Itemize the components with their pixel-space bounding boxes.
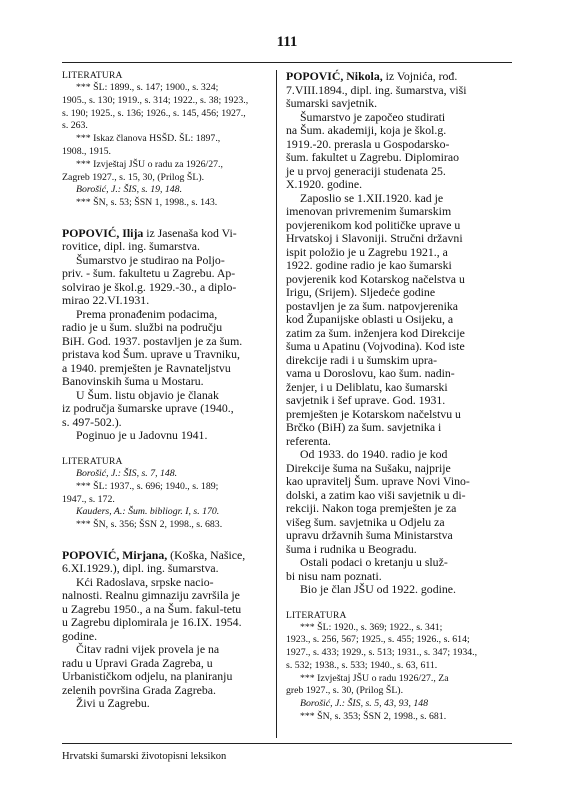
entry-line: na Šum. akademiji, koja je škol.g.	[286, 123, 447, 137]
ref-line: s. 263.	[62, 120, 88, 132]
entry-line: povjerenikom kod političke uprave u	[286, 217, 461, 232]
footer-title: Hrvatski šumarski životopisni leksikon	[62, 751, 227, 762]
entry-line: rekciji. Nakon toga premješten je za	[286, 501, 457, 515]
entry-line: zatim za šum. inženjera kod Direkcije	[286, 325, 465, 340]
entry-line: rovitice, dipl. ing. šumarstva.	[62, 239, 200, 254]
entry-line: Čitav radni vijek provela je na	[76, 642, 220, 657]
entry-line: Brčko (BiH) za šum. savjetnika i	[286, 420, 442, 434]
references-2	[62, 468, 278, 532]
entry-name: POPOVIĆ, Nikola,	[286, 69, 383, 83]
entry-line: šuma u Apatinu (Vojvodina). Kod iste	[286, 339, 465, 353]
ref-line: Zagreb 1927., s. 15, 30, (Prilog ŠL).	[62, 171, 205, 183]
ref-line: *** ŠL: 1937., s. 696; 1940., s. 189;	[76, 480, 219, 492]
entry-line: 1922. godine radio je kao šumarski	[286, 258, 452, 272]
entry-line: solvirao je škol.g. 1929.-30., a diplo-	[62, 279, 237, 294]
references-3	[286, 622, 511, 724]
entry-line: ispit položio je u Zagrebu 1921., a	[286, 244, 448, 259]
ref-line: s. 532; 1938., s. 533; 1940., s. 63, 611.	[286, 659, 438, 671]
entry-line: BiH. God. 1937. postavljen je za šum.	[62, 333, 243, 348]
entry-line: postavljen je za šum. natpovjerenika	[286, 298, 458, 313]
entry-line: Banovinskih šuma u Mostaru.	[62, 374, 204, 389]
entry-line: (Koška, Našice,	[167, 547, 246, 562]
entry-line: je u prvoj generaciji studenata 25.	[286, 163, 446, 178]
ref-line: *** Izvještaj JŠU o radu 1926/27., Za	[300, 672, 449, 684]
ref-line: Borošić, J.: ŠIS, s. 5, 43, 93, 148	[300, 698, 429, 710]
entry-line: imenovan privremenim šumarskim	[286, 204, 452, 218]
entry-line: šum. fakultet u Zagrebu. Diplomirao	[286, 150, 459, 164]
ref-line: *** ŠL: 1920., s. 369; 1922., s. 341;	[300, 621, 443, 633]
entry-line: pristava kod Šum. uprave u Travniku,	[62, 347, 240, 362]
entry-line: vama u Doroslovu, kao šum. nadin-	[286, 366, 455, 380]
left-column	[62, 70, 278, 711]
ref-line: s. 190; 1925., s. 136; 1926., s. 145, 456; 1927.,	[62, 107, 246, 119]
entry-line: bi nisu nam poznati.	[286, 568, 382, 583]
entry-line: iz Vojnića, rođ.	[382, 69, 458, 83]
entry-line: u Zagrebu diplomirala je 16.IX. 1954.	[62, 615, 242, 630]
entry-line: 7.VIII.1894., dipl. ing. šumarstva, viši	[286, 82, 467, 97]
entry-line: referenta.	[286, 433, 331, 448]
ref-line: *** ŠN, s. 356; ŠSN 2, 1998., s. 683.	[76, 519, 223, 531]
entry-line: kao upravitelj Šum. uprave Novi Vino-	[286, 474, 470, 488]
ref-line: 1947., s. 172.	[62, 493, 115, 505]
entry-line: Od 1933. do 1940. radio je kod	[300, 447, 448, 461]
ref-line: 1908., 1915.	[62, 145, 111, 157]
entry-nikola	[286, 70, 511, 597]
page-number: 111	[276, 34, 298, 50]
entry-line: povjerenik kod Kotarskog načelstva u	[286, 271, 465, 286]
entry-line: šumarski savjetnik.	[286, 96, 378, 110]
ref-line: 1905., s. 130; 1919., s. 314; 1922., s. 38; 1923.,	[62, 94, 249, 106]
entry-line: Prema pronađenim podacima,	[76, 306, 218, 321]
ref-line: *** Izvještaj JŠU o radu za 1926/27.,	[76, 158, 223, 170]
ref-line: Borošić, J.: ŠIS, s. 19, 148.	[76, 184, 183, 196]
entry-line: Kći Radoslava, srpske nacio-	[76, 574, 214, 589]
entry-line: nalnosti. Realnu gimnaziju završila je	[62, 588, 240, 603]
entry-line: s. 497-502.).	[62, 414, 122, 429]
entry-line: Ostali podaci o kretanju u služ-	[300, 555, 448, 569]
ref-line: 1923., s. 256, 567; 1925., s. 455; 1926., s. 614;	[286, 634, 470, 646]
entry-line: 6.XI.1929.), dipl. ing. šumarstva.	[62, 561, 219, 576]
header-rule	[62, 62, 512, 63]
entry-line: ženjer, i u Deliblatu, kao šumarski	[286, 379, 448, 394]
ref-line: greb 1927., s. 30, (Prilog ŠL).	[286, 685, 404, 697]
right-column	[286, 70, 511, 724]
ref-line: *** ŠN, s. 353; ŠSN 2, 1998., s. 681.	[300, 711, 447, 723]
entry-line: mirao 22.VI.1931.	[62, 293, 150, 308]
entry-line: direkcije radi i u šumskim upra-	[286, 352, 438, 367]
ref-line: 1927., s. 433; 1929., s. 513; 1931., s. 347; 1934.,	[286, 647, 478, 659]
entry-name: POPOVIĆ, Mirjana,	[62, 547, 168, 562]
entry-line: Poginuo je u Jadovnu 1941.	[76, 428, 208, 443]
entry-ilija	[62, 227, 278, 443]
entry-line: kod Županijske oblasti u Osijeku, a	[286, 312, 454, 326]
entry-line: Irigu, (Srijem). Sljedeće godine	[286, 285, 436, 299]
entry-line: šuma i rudnika u Beogradu.	[286, 541, 417, 556]
entry-line: godine.	[62, 628, 98, 643]
entry-line: a 1940. premješten je Ravnateljstvu	[62, 360, 231, 375]
ref-line	[62, 184, 278, 197]
entry-line: iz Jasenaša kod Vi-	[143, 225, 237, 240]
entry-line: U Šum. listu objavio je članak	[76, 387, 219, 402]
entry-line: Direkcije šuma na Sušaku, najprije	[286, 460, 451, 475]
entry-line: dolski, a zatim kao viši savjetnik u di-	[286, 487, 466, 502]
entry-line: radu u Upravi Grada Zagreba, u	[62, 655, 213, 670]
ref-line: Borošić, J.: ŠIS, s. 7, 148.	[76, 467, 178, 479]
entry-line: Živi u Zagrebu.	[76, 696, 150, 711]
entry-line: savjetnik i šef uprave. God. 1931.	[286, 393, 446, 407]
entry-mirjana	[62, 549, 278, 711]
entry-line: priv. - šum. fakultetu u Zagrebu. Ap-	[62, 266, 236, 281]
lit-heading-2: LITERATURA	[62, 456, 123, 467]
entry-name: POPOVIĆ, Ilija	[62, 225, 144, 240]
ref-line: *** ŠN, s. 53; ŠSN 1, 1998., s. 143.	[76, 197, 218, 209]
ref-line: *** ŠL: 1899., s. 147; 1900., s. 324;	[76, 82, 219, 93]
entry-line: 1919.-20. prerasla u Gospodarsko-	[286, 136, 450, 151]
ref-line: Kauders, A.: Šum. bibliogr. I, s. 170.	[76, 506, 220, 518]
entry-line: Urbanističkom odjelu, na planiranju	[62, 669, 233, 684]
entry-line: višeg šum. savjetnika u Odjelu za	[286, 514, 445, 529]
entry-line: upravu državnih šuma Ministarstva	[286, 528, 453, 542]
entry-line: u Zagrebu 1950., a na Šum. fakul-tetu	[62, 601, 242, 616]
lit-heading-1: LITERATURA	[62, 71, 123, 81]
entry-line: zelenih površina Grada Zagreba.	[62, 682, 216, 697]
entry-line: Šumarstvo je započeo studirati	[300, 109, 446, 124]
entry-line: iz područja šumarske uprave (1940.,	[62, 401, 234, 416]
entry-line: Hrvatskoj i Slavoniji. Stručni državni	[286, 231, 463, 245]
entry-line: X.1920. godine.	[286, 177, 363, 191]
entry-line: Zaposlio se 1.XII.1920. kad je	[300, 190, 444, 205]
ref-line: *** Iskaz članova HSŠD. ŠL: 1897.,	[76, 133, 221, 145]
entry-line: premješten je Kotarskom načelstvu u	[286, 406, 461, 421]
entry-line: Šumarstvo je studirao na Poljo-	[76, 252, 225, 267]
entry-line: Bio je član JŠU od 1922. godine.	[300, 582, 456, 596]
lit-heading-3: LITERATURA	[286, 610, 347, 621]
entry-line: radio je u šum. službi na području	[62, 320, 223, 335]
footer-rule	[62, 743, 512, 744]
references-1	[62, 82, 278, 210]
